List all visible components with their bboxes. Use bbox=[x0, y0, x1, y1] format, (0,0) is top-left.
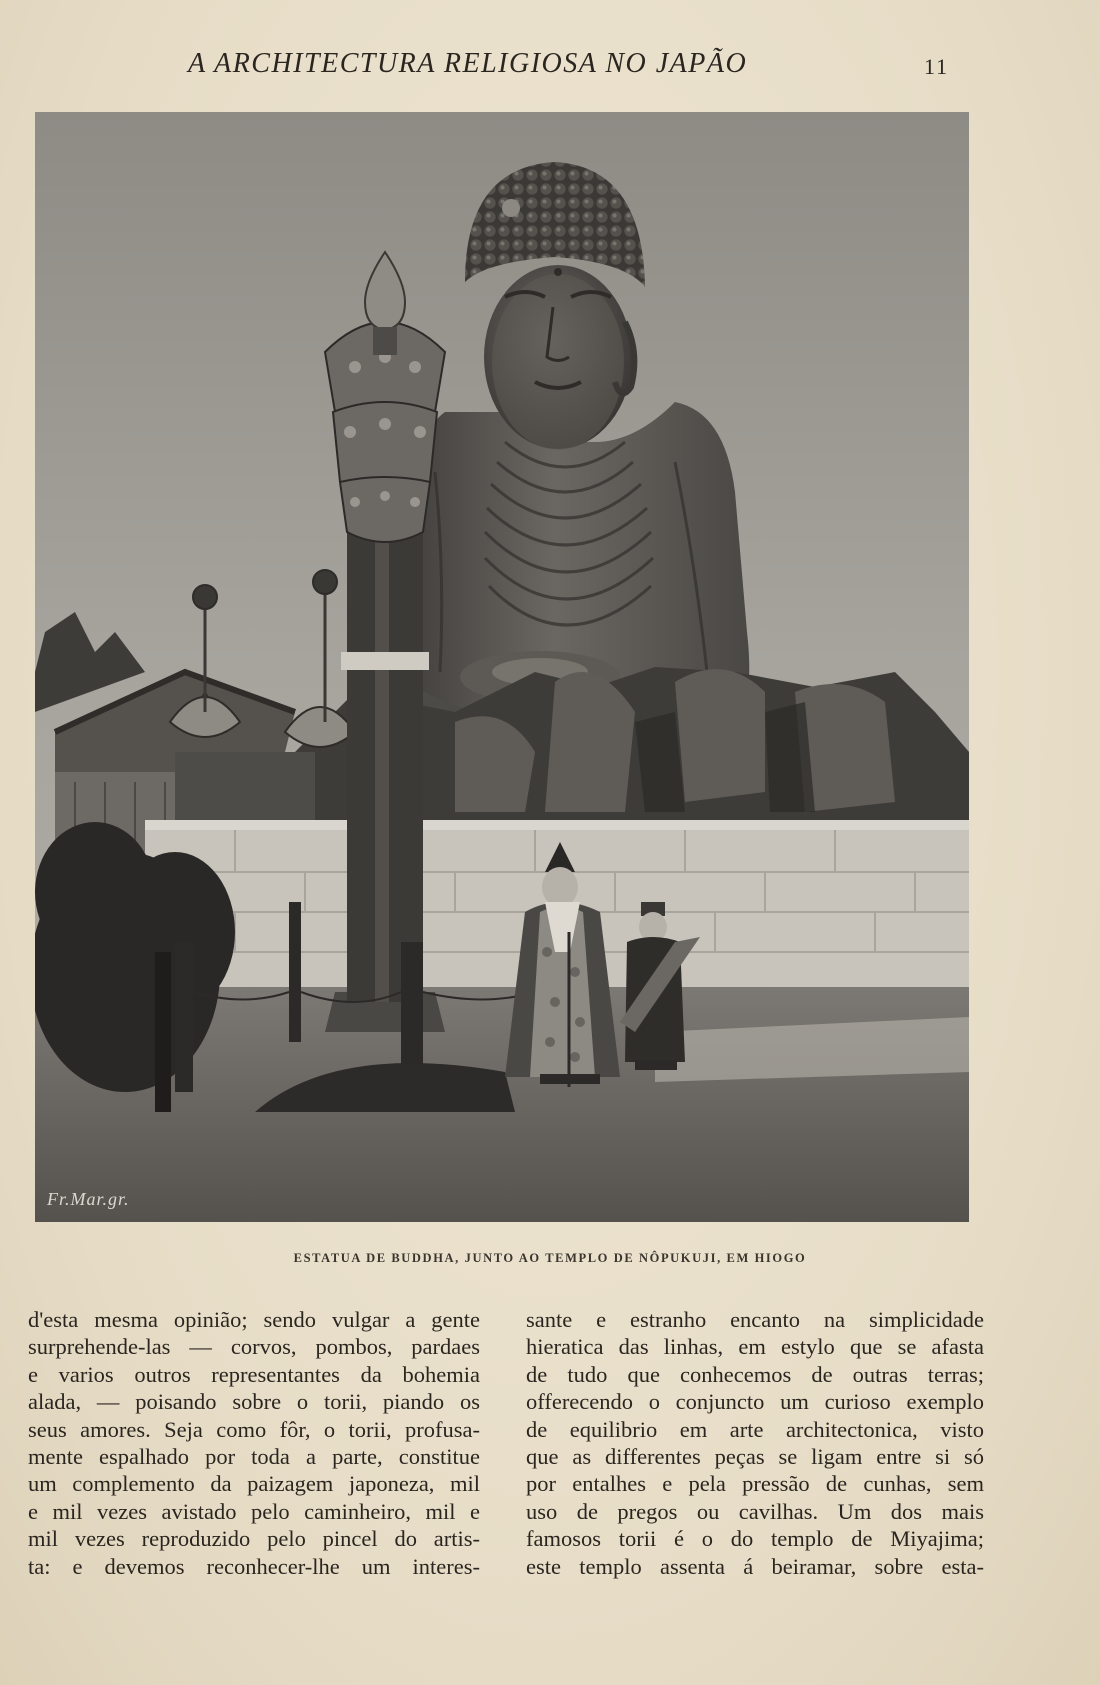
text-line: d'esta mesma opinião; sendo vulgar a gente bbox=[28, 1307, 480, 1332]
running-title: A ARCHITECTURA RELIGIOSA NO JAPÃO bbox=[188, 48, 748, 79]
text-line: ta: e devemos reconhecer-lhe um interes- bbox=[28, 1553, 480, 1579]
text-line: surprehende-las — corvos, pombos, pardaes bbox=[28, 1334, 480, 1360]
text-line: por entalhes e pela pressão de cunhas, sem bbox=[526, 1471, 984, 1497]
text-line: hieratica das linhas, em estylo que se afasta bbox=[526, 1334, 984, 1360]
text-line: e varios outros representantes da bohemia bbox=[28, 1361, 480, 1387]
text-line: alada, — poisando sobre o torii, piando os bbox=[28, 1389, 480, 1415]
buddha-photograph bbox=[35, 112, 969, 1222]
text-line: offerecendo o conjuncto um curioso exemplo bbox=[526, 1389, 984, 1415]
right-text-column bbox=[526, 1306, 984, 1580]
running-head bbox=[0, 48, 1100, 88]
text-line: uso de pregos ou cavilhas. Um dos mais bbox=[526, 1498, 984, 1524]
text-line: um complemento da paizagem japoneza, mil bbox=[28, 1471, 480, 1497]
text-line: e mil vezes avistado pelo caminheiro, mil e bbox=[28, 1498, 480, 1524]
page-number: 11 bbox=[924, 54, 950, 79]
text-line: mente espalhado por toda a parte, constitue bbox=[28, 1443, 480, 1469]
text-line: este templo assenta á beiramar, sobre esta- bbox=[526, 1553, 984, 1579]
text-line: famosos torii é o do templo de Miyajima; bbox=[526, 1526, 984, 1552]
text-line: mil vezes reproduzido pelo pincel do artis- bbox=[28, 1526, 480, 1552]
text-line: seus amores. Seja como fôr, o torii, profusa- bbox=[28, 1416, 480, 1442]
buddha-statue-illustration bbox=[35, 112, 969, 1222]
text-line: sante e estranho encanto na simplicidade bbox=[526, 1307, 984, 1332]
text-line: de equilibrio em arte architectonica, visto bbox=[526, 1416, 984, 1442]
text-line: que as differentes peças se ligam entre si só bbox=[526, 1443, 984, 1469]
text-line: de tudo que conhecemos de outras terras; bbox=[526, 1361, 984, 1387]
plate-caption: ESTATUA DE BUDDHA, JUNTO AO TEMPLO DE NÔPUKUJI, EM HIOGO bbox=[293, 1251, 807, 1265]
engraver-mark: Fr.Mar.gr. bbox=[47, 1189, 130, 1209]
left-text-column bbox=[28, 1306, 480, 1580]
